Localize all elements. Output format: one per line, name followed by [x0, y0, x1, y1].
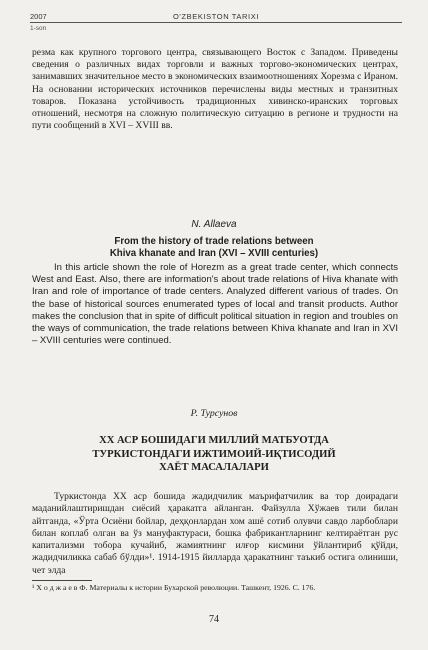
- footnote: ¹ Х о д ж а е в Ф. Материалы к истории Бухарской революции. Ташкент, 1926. С. 176.: [32, 583, 316, 592]
- header-year: 2007: [30, 12, 47, 21]
- header-journal-title: O'ZBEKISTON TARIXI: [173, 12, 259, 21]
- running-header: [30, 12, 402, 22]
- header-divider: [30, 22, 402, 23]
- english-title-line-2: Khiva khanate and Iran (XVI – XVIII centuries): [109, 248, 319, 259]
- english-summary-text: In this article shown the role of Horezm as a great trade center, which connects West and East. Also, there are information's about trade relations of Hiva khanate with Iran and role of importance of trade centers. Analyzed different various of trades. On the base of historical sources enumerated types of local and transit products. Author makes the conclusion that in spite of difficult political situation in region and troubles on the ways of communication, the trade relations between Khiva khanate and Iran in XVI – XVIII centuries were continued.: [32, 262, 398, 347]
- footnote-divider: [32, 580, 92, 581]
- article-title-line-2: ТУРКИСТОНДАГИ ИЖТИМОИЙ-ИҚТИСОДИЙ: [92, 448, 336, 460]
- english-summary-author: N. Allaeva: [191, 219, 237, 230]
- page-number: 74: [209, 614, 219, 625]
- english-title-line-1: From the history of trade relations between: [114, 236, 314, 247]
- russian-abstract-text: резма как крупного торгового центра, связывающего Восток с Западом. Приведены сведения о различных видах торговли и важных торгово-экономических центрах, занимавших значительное место в экономических взаимоотношениях Хорезма с Ираном. На основании исторических источников перечислены виды местных и транзитных товаров. Показана устойчивость традиционных хивинско-иранских торговых отношений, несмотря на сложную политическую ситуацию в регионе и трудности на пути сообщений в XVI – XVIII вв.: [32, 47, 398, 132]
- article-title-line-1: ХХ АСР БОШИДАГИ МИЛЛИЙ МАТБУОТДА: [99, 435, 329, 446]
- english-summary-title: [40, 236, 388, 260]
- article-title: [40, 434, 388, 475]
- article-body-text: Туркистонда ХХ аср бошида жадидчилик маърифатчилик ва тор доирадаги маданийлаштиришдан сиёсий ҳаракатга айланган. Файзулла Хўжаев тили билан айтганда, «Ўрта Осиёни бойлар, деҳқонлардан хом ашё сотиб олувчи савдо ларбоблари билан коплаб олган ва ўз мануфактураси, бошка фабрикантларнинг келтираётган рус капитализми тобора кучайиб, жамиятнинг илғор кисмини ўйлантириб қўйди, жадидчиликка сабаб бўлди»¹. 1914-1915 йилларда ҳаракатнинг таъкиб остига олиниши, чет элда: [32, 491, 398, 576]
- article-author: Р. Турсунов: [190, 408, 238, 419]
- header-issue: 1-son: [30, 25, 47, 32]
- article-title-line-3: ХАЁТ МАСАЛАЛАРИ: [159, 462, 269, 473]
